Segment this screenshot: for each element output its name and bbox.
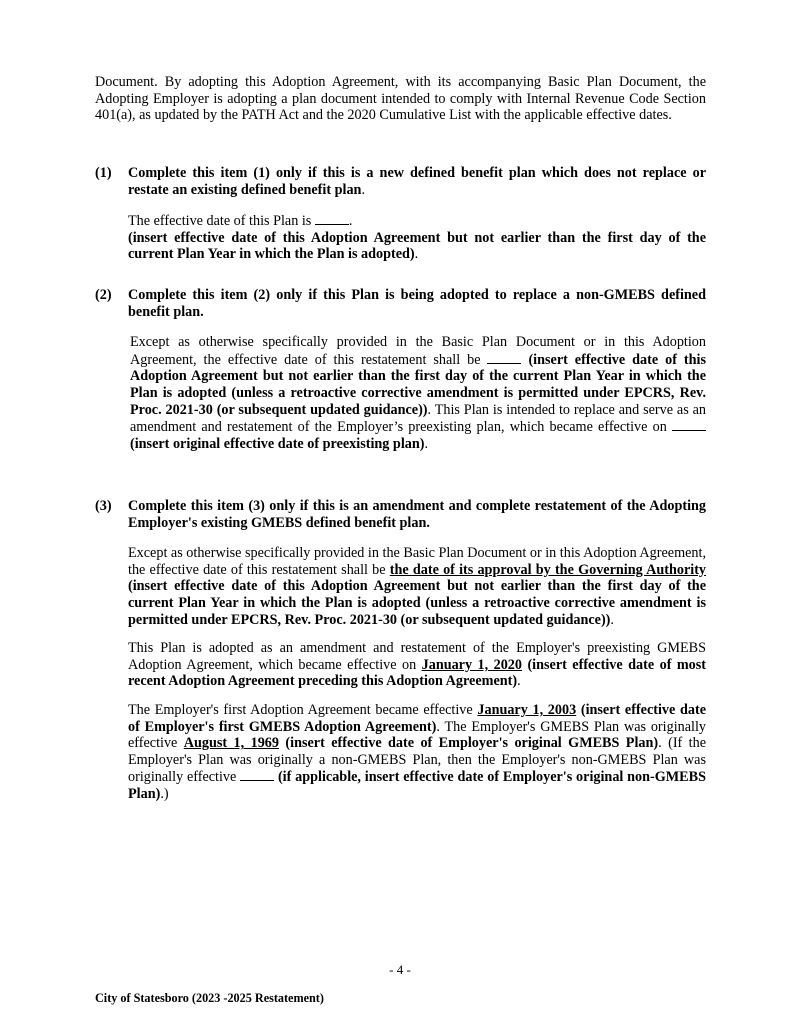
item-3-paragraph-3: The Employer's first Adoption Agreement became effective January 1, 2003 (insert effective date of Employer's first GMEBS Adoption Agreement). The Employer's GMEBS Plan was originally effective August 1, 1969 (insert effective date of Employer's original GMEBS Plan). (If the Employer's Plan was originally a non-GMEBS Plan, then the Employer's non-GMEBS Plan was originally effective (if applicable, insert effective date of Employer's original non-GMEBS Plan).)	[128, 701, 707, 802]
blank-field	[315, 212, 349, 225]
item-2-paragraph: Except as otherwise specifically provided in the Basic Plan Document or in this Adoption Agreement, the effective date of this restatement shall be (insert effective date of this Adoption Agreement but not earlier than the first day of the current Plan Year in which the Plan is adopted (unless a retroactive corrective amendment is permitted under EPCRS, Rev. Proc. 2021-30 (or subsequent updated guidance)). This Plan is intended to replace and serve as an amendment and restatement of the Employer’s preexisting plan, which became effective on (insert original effective date of preexisting plan).	[130, 334, 706, 452]
blank-field	[240, 768, 274, 781]
item-3-paragraph-1: Except as otherwise specifically provided in the Basic Plan Document or in this Adoption Agreement, the effective date of this restatement shall be the date of its approval by the Governing Authority (insert effective date of this Adoption Agreement but not earlier than the first day of the current Plan Year in which the Plan is adopted (unless a retroactive corrective amendment is permitted under EPCRS, Rev. Proc. 2021-30 (or subsequent updated guidance)).	[128, 545, 707, 628]
item-2-body	[130, 334, 706, 452]
item-1	[95, 165, 706, 263]
item-1-number: (1)	[95, 165, 112, 181]
blank-field	[487, 351, 521, 364]
item-2-heading: Complete this item (2) only if this Plan is being adopted to replace a non-GMEBS defined benefit plan.	[128, 287, 706, 320]
item-3-paragraph-2: This Plan is adopted as an amendment and restatement of the Employer's preexisting GMEBS Adoption Agreement, which became effective on January 1, 2020 (insert effective date of most recent Adoption Agreement preceding this Adoption Agreement).	[128, 640, 707, 690]
item-1-instruction: (insert effective date of this Adoption Agreement but not earlier than the first day of the current Plan Year in which the Plan is adopted).	[128, 229, 706, 263]
item-2	[95, 287, 706, 452]
item-1-date-line: The effective date of this Plan is .	[128, 213, 353, 230]
page-number: - 4 -	[389, 962, 411, 977]
footer-title: City of Statesboro (2023 -2025 Restatement)	[95, 991, 324, 1005]
item-3-heading: Complete this item (3) only if this is an amendment and complete restatement of the Adopting Employer's existing GMEBS defined benefit plan.	[128, 498, 706, 531]
item-3-body	[128, 545, 706, 802]
item-1-body	[128, 212, 706, 263]
item-2-number: (2)	[95, 287, 112, 303]
item-3-number: (3)	[95, 498, 112, 514]
item-3	[95, 498, 706, 803]
item-1-heading: Complete this item (1) only if this is a new defined benefit plan which does not replace or restate an existing defined benefit plan.	[128, 165, 706, 198]
blank-field	[672, 418, 706, 431]
intro-paragraph: Document. By adopting this Adoption Agreement, with its accompanying Basic Plan Document, the Adopting Employer is adopting a plan document intended to comply with Internal Revenue Code Section 401(a), as updated by the PATH Act and the 2020 Cumulative List with the applicable effective dates.	[95, 74, 706, 124]
